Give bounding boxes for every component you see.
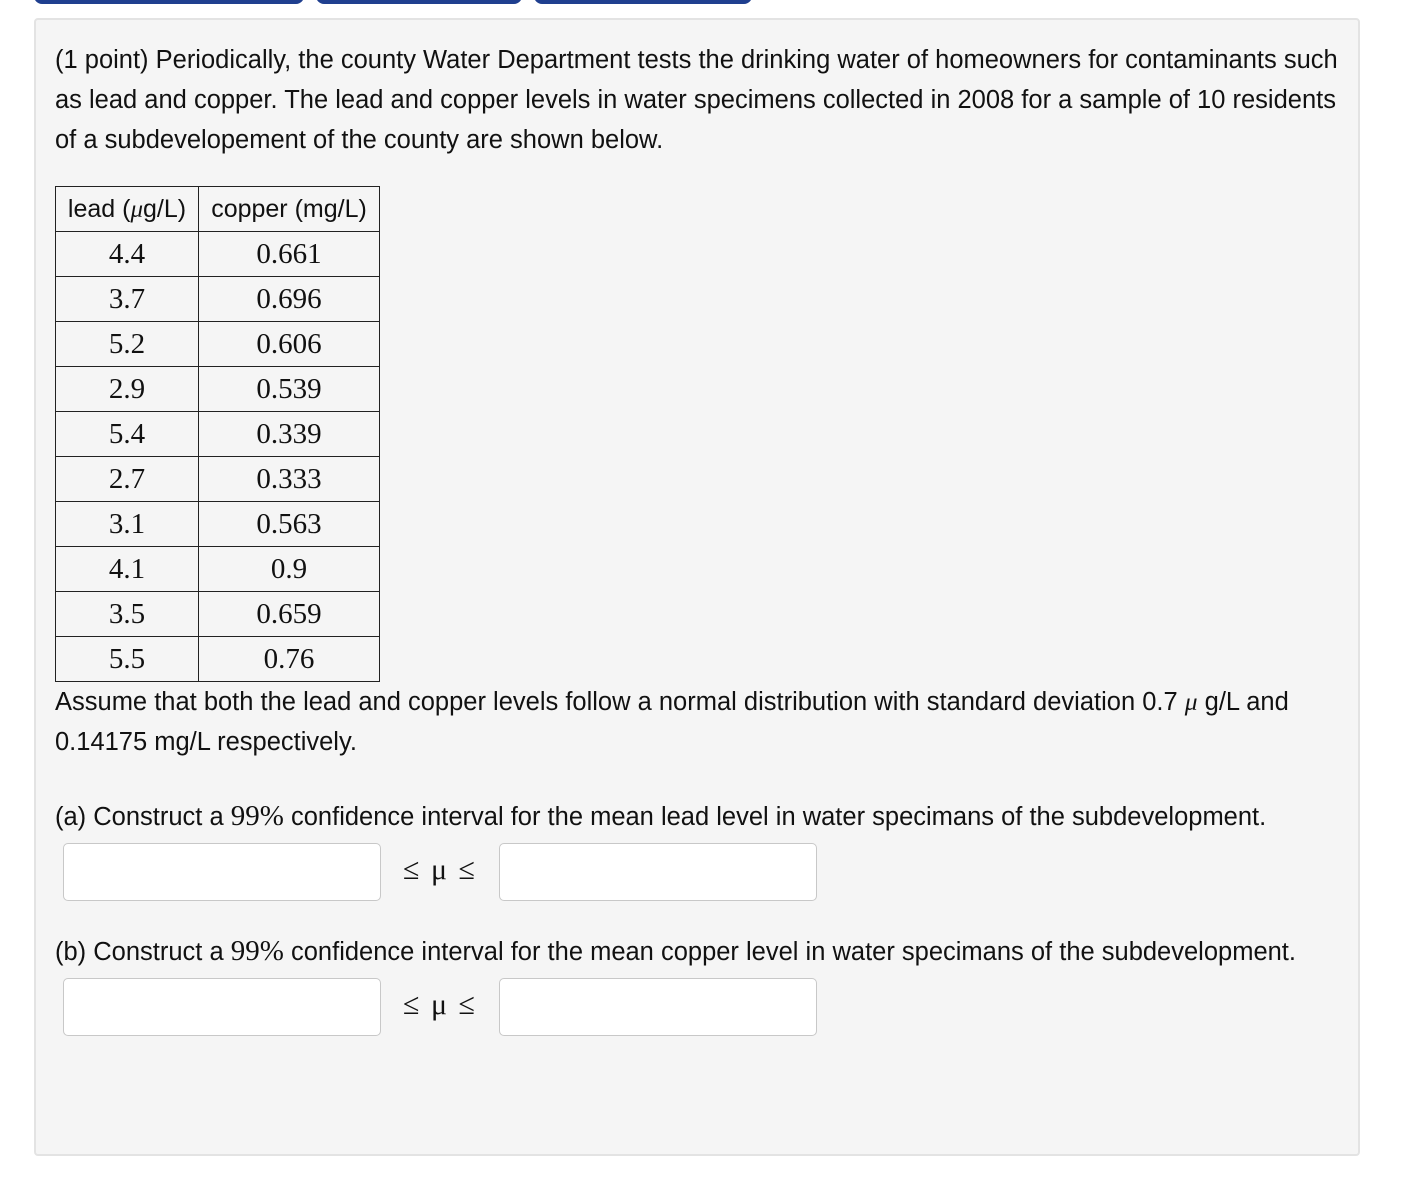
table-row: [56, 592, 380, 637]
lead-cell: 3.7: [56, 277, 199, 322]
table-row: [56, 367, 380, 412]
table-row: [56, 637, 380, 682]
part-b-prompt: (b) Construct a 99% confidence interval for the mean copper level in water specimans of the subdevelopment.: [55, 935, 1296, 967]
copper-cell: 0.539: [199, 367, 380, 412]
copper-cell: 0.696: [199, 277, 380, 322]
copper-cell: 0.333: [199, 457, 380, 502]
problem-intro: (1 point) Periodically, the county Water Department tests the drinking water of homeowners for contaminants such as lead and copper. The lead and copper levels in water specimens collected in 2008 for a sample of 10 residents of a subdevelopement of the county are shown below.: [55, 46, 1338, 154]
table-row: [56, 322, 380, 367]
copper-cell: 0.661: [199, 232, 380, 277]
table-row: [56, 547, 380, 592]
part-b-inequality-symbol: ≤ μ ≤: [402, 988, 477, 1021]
part-a-upper-bound-input[interactable]: [499, 843, 817, 901]
problem-content: [55, 20, 1345, 1038]
lead-cell: 4.1: [56, 547, 199, 592]
part-b-lower-bound-input[interactable]: [63, 978, 381, 1036]
copper-cell: 0.563: [199, 502, 380, 547]
lead-column-header: lead (μg/L): [56, 187, 199, 232]
lead-cell: 3.5: [56, 592, 199, 637]
copper-cell: 0.659: [199, 592, 380, 637]
table-row: [56, 457, 380, 502]
copper-cell: 0.9: [199, 547, 380, 592]
copper-column-header: copper (mg/L): [199, 187, 380, 232]
lead-cell: 3.1: [56, 502, 199, 547]
top-nav-button-2[interactable]: [316, 0, 522, 4]
part-b-upper-bound-input[interactable]: [499, 978, 817, 1036]
top-nav-button-1[interactable]: [34, 0, 304, 4]
data-table: [55, 186, 380, 682]
assumption-text: Assume that both the lead and copper levels follow a normal distribution with standard deviation 0.7 μ g/L and 0.14175 mg/L respectively.: [55, 687, 1289, 756]
top-nav-button-3[interactable]: [534, 0, 752, 4]
copper-cell: 0.76: [199, 637, 380, 682]
table-row: [56, 232, 380, 277]
table-row: [56, 502, 380, 547]
lead-cell: 2.7: [56, 457, 199, 502]
lead-cell: 4.4: [56, 232, 199, 277]
copper-cell: 0.339: [199, 412, 380, 457]
lead-cell: 5.5: [56, 637, 199, 682]
copper-cell: 0.606: [199, 322, 380, 367]
part-a-prompt: (a) Construct a 99% confidence interval for the mean lead level in water specimans of the subdevelopment.: [55, 800, 1267, 832]
lead-cell: 5.4: [56, 412, 199, 457]
part-b-answer-row: [55, 978, 1345, 1038]
part-a-inequality-symbol: ≤ μ ≤: [402, 853, 477, 886]
part-a-lower-bound-input[interactable]: [63, 843, 381, 901]
table-header-row: [56, 187, 380, 232]
part-a-answer-row: [55, 843, 1345, 903]
table-row: [56, 277, 380, 322]
lead-cell: 2.9: [56, 367, 199, 412]
lead-cell: 5.2: [56, 322, 199, 367]
problem-panel: [34, 18, 1360, 1156]
table-row: [56, 412, 380, 457]
